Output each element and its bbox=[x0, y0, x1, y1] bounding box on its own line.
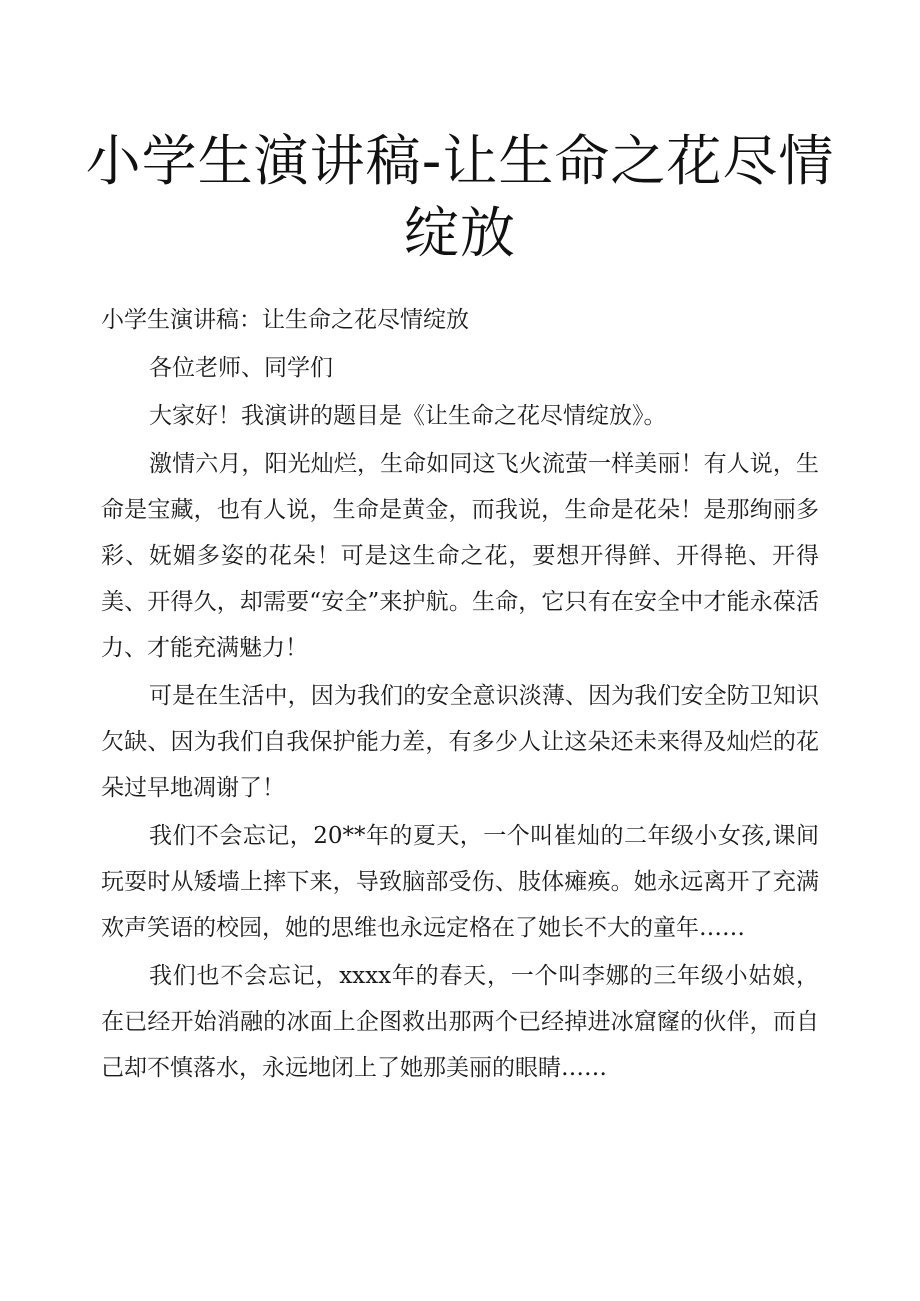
document-body bbox=[101, 297, 819, 1091]
intro-paragraph: 大家好！我演讲的题目是《让生命之花尽情绽放》。 bbox=[149, 403, 667, 429]
greeting-paragraph: 各位老师、同学们 bbox=[149, 355, 333, 381]
subtitle-paragraph: 小学生演讲稿：让生命之花尽情绽放 bbox=[101, 307, 469, 333]
body-paragraph: 我们也不会忘记，xxxx年的春天，一个叫李娜的三年级小姑娘，在已经开始消融的冰面上企图救出那两个已经掉进冰窟窿的伙伴，而自己却不慎落水，永远地闭上了她那美丽的眼睛…… bbox=[101, 963, 819, 1081]
document-title: 小学生演讲稿-让生命之花尽情绽放 bbox=[85, 129, 835, 265]
body-paragraph: 可是在生活中，因为我们的安全意识淡薄、因为我们安全防卫知识欠缺、因为我们自我保护能力差，有多少人让这朵还未来得及灿烂的花朵过早地凋谢了！ bbox=[101, 683, 819, 801]
body-paragraph: 激情六月，阳光灿烂，生命如同这飞火流萤一样美丽！有人说，生命是宝藏，也有人说，生命是黄金，而我说，生命是花朵！是那绚丽多彩、妩媚多姿的花朵！可是这生命之花，要想开得鲜、开得艳、开得美、开得久，却需要“安全”来护航。生命，它只有在安全中才能永葆活力、才能充满魅力！ bbox=[101, 451, 819, 661]
body-paragraph: 我们不会忘记，20**年的夏天，一个叫崔灿的二年级小女孩,课间玩耍时从矮墙上摔下来，导致脑部受伤、肢体瘫痪。她永远离开了充满欢声笑语的校园，她的思维也永远定格在了她长不大的童年…… bbox=[101, 823, 819, 941]
